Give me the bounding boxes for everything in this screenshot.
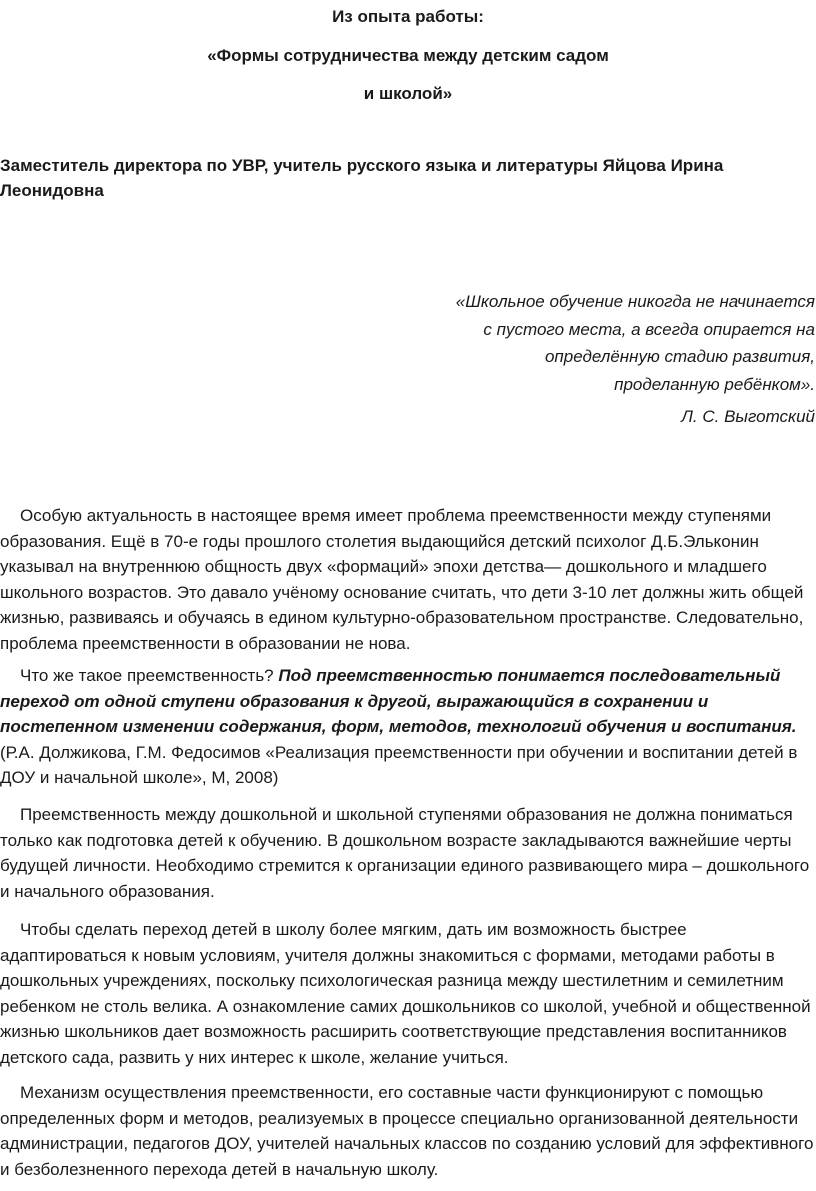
paragraph-5: Механизм осуществления преемственности, его составные части функционируют с помощью определенных форм и методов, реализуемых в процессе специально организованной деятельности администрации, педагогов ДОУ, учителей начальных классов по созданию условий для эффективного и безболезненного перехода детей в начальную школу. xyxy=(0,1083,814,1179)
paragraph-2-definition: Под преемственностью понимается последовательный переход от одной ступени образования к другой, выражающийся в сохранении и постепенном изменении содержания, форм, методов, технологий обучения и воспитания. xyxy=(0,666,797,736)
title-line-2: «Формы сотрудничества между детским садом xyxy=(207,46,609,65)
paragraph-2-lead: Что же такое преемственность? xyxy=(20,666,279,685)
title-line-3: и школой» xyxy=(363,84,453,103)
epigraph-author: Л. С. Выготский xyxy=(681,407,815,426)
paragraph-4: Чтобы сделать переход детей в школу более мягким, дать им возможность быстрее адаптироваться к новым условиям, учителя должны знакомиться с формами, методами работы в дошкольных учреждениях, поскольку психологическая разница между шестилетним и семилетним ребенком не столь велика. А ознакомление самих дошкольников со школой, учебной и общественной жизнью школьников дает возможность расширить соответствующие представления воспитанников детского сада, развить у них интерес к школе, желание учиться. xyxy=(0,920,811,1067)
paragraph-3: Преемственность между дошкольной и школьной ступенями образования не должна пониматься только как подготовка детей к обучению. В дошкольном возрасте закладываются важнейшие черты будущей личности. Необходимо стремится к организации единого развивающего мира – дошкольного и начального образования. xyxy=(0,805,810,901)
author-line: Заместитель директора по УВР, учитель русского языка и литературы Яйцова Ирина Леонидовна xyxy=(0,156,724,200)
paragraph-2-source: (Р.А. Должикова, Г.М. Федосимов «Реализация преемственности при обучении и воспитании детей в ДОУ и начальной школе», М, 2008) xyxy=(0,742,798,787)
paragraph-1: Особую актуальность в настоящее время имеет проблема преемственности между ступенями образования. Ещё в 70-е годы прошлого столетия выдающийся детский психолог Д.Б.Эльконин указывал на внутреннюю общность двух «формаций» эпохи детства— дошкольного и младшего школьного возрастов. Это давало учёному основание считать, что дети 3-10 лет должны жить общей жизнью, развиваясь и обучаясь в едином культурно-образовательном пространстве. Следовательно, проблема преемственности в образовании не нова. xyxy=(0,506,804,653)
paragraph-2 xyxy=(0,663,816,791)
title-line-1: Из опыта работы: xyxy=(332,7,484,26)
epigraph-quote: «Школьное обучение никогда не начинается с пустого места, а всегда опирается на определённую стадию развития, проделанную ребёнком». xyxy=(455,292,815,394)
